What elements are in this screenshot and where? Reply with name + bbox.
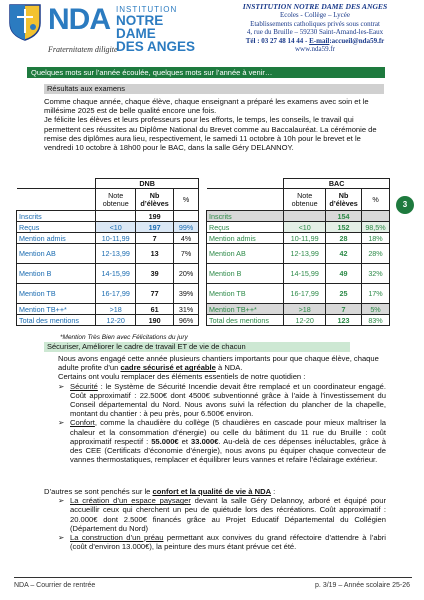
table-row: Mention admis 10-11,99 7 4% [17,233,199,244]
contact-email[interactable]: :accueil@nda59.fr [329,36,385,45]
page-header [0,0,424,60]
secure-paragraph-2: Certains ont voulu remplacer des éléments essentiels de notre quotidien : [58,372,306,382]
table-row: Mention admis 10-11,99 28 18% [207,233,390,244]
table-row: Mention B 14-15,99 49 32% [207,264,390,284]
arrow-bullet-icon: ➢ [58,496,65,506]
table-row: Mention TB 16-17,99 25 17% [207,284,390,304]
list-item: ➢ Sécurité : le Système de Sécurité Incendie devait être remplacé et un coordinateur engagé. Coût approximatif : 22.500€ dont 4500€ subventionné grâce à l’aide à l’investissement du Conseil départemental du Nord. Nous avons suivi la réfection du plancher de la chapelle, montant du chantier : à peu près, pour 6.500€ environ. [58,381,386,419]
table-row: Mention TB 16-17,99 77 39% [17,284,199,304]
section-banner: Quelques mots sur l’année écoulée, quelques mots sur l’année à venir… [27,67,385,78]
bac-results-table [206,178,390,326]
contact-block [215,3,415,53]
contact-line-2: Etablissements catholiques privés sous contrat [250,19,380,28]
bac-header-row [207,189,390,211]
table-row: Inscrits 154 [207,211,390,222]
arrow-bullet-icon: ➢ [58,418,65,428]
footer-divider [14,577,412,578]
results-heading: Résultats aux examens [44,84,384,94]
page-number-badge: 3 [396,196,414,214]
arrow-bullet-icon: ➢ [58,533,65,543]
list-item: ➢ Confort, comme la chaudière du collège (5 chaudières en cascade pour mieux maîtriser la chaleur et la consommation d’énergie) ou celle du bâtiment du 11 rue du Bruille : coût approximatif respectif : 55.000€ et 33.000€. Au-delà de ces dépenses inéluctables, grâce à des CEE (Certificats d’économie d’énergie), nous avons pu équiper chaque convecteur de vannes thermostatiques, remplacer et équilibrer leurs vannes et refaire l’éclairage extérieur. [58,418,387,465]
secure-text [44,354,386,464]
table-row: Mention AB 12-13,99 13 7% [17,244,199,264]
table-row: Mention AB 12-13,99 42 28% [207,244,390,264]
quality-intro: D’autres se sont penchés sur le confort et la qualité de vie à NDA : [44,487,276,496]
results-intro-1: Comme chaque année, chaque élève, chaque enseignant a préparé les examens avec soin et le millésime 2025 est de belle qualité encore une fois. [44,97,369,116]
institution-label: INSTITUTION [116,5,178,14]
dnb-header-row [17,189,199,211]
footer-left: NDA – Courrier de rentrée [14,582,96,589]
table-footnote: *Mention Très Bien avec Félicitations du jury [60,334,188,341]
table-row: Mention TB++* >18 7 5% [207,304,390,315]
bac-col-pct: % [362,189,390,211]
table-row: Reçus <10 197 99% [17,222,199,233]
contact-line-1: Ecoles - Collège – Lycée [280,11,350,20]
footer-page-info: p. 3/19 – Année scolaire 25-26 [315,582,410,589]
bac-col-nb: Nb d’élèves [326,189,362,211]
list-item: ➢ La création d’un espace paysager devant la salle Géry Delannoy, arboré et équipé pour accueillir ceux qui cherchent un peu de quiétude lors des récréations. Coût approximatif : 20.000€ dont 2.500€ financés grâce au Projet Educatif Départemental du Collégien (Département du Nord) [58,496,387,533]
dnb-results-table [16,178,199,326]
table-row: Total des mentions 12-20 190 96% [17,315,199,326]
nda-logo-text: NDA [48,3,110,36]
bac-col-note: Note obtenue [284,189,326,211]
dnb-col-pct: % [174,189,199,211]
dnb-label: Inscrits [17,211,96,222]
institution-line-1: NOTRE DAME [116,13,164,41]
secure-heading: Sécuriser, Améliorer le cadre de travail ET de vie de chacun [44,342,350,352]
contact-website[interactable]: www.nda59.fr [295,45,335,54]
contact-address: 4, rue du Bruille – 59230 Saint-Amand-les-Eaux [246,28,384,37]
dnb-title-row [17,179,199,189]
dnb-col-nb: Nb d’élèves [136,189,174,211]
contact-email-label: E-mail [309,36,330,45]
list-item: ➢ La construction d’un préau permettant aux convives du grand réfectoire d’attendre à l’abri (coût d’environ 13.000€), la peinture des murs étant prévue cet été. [58,533,386,552]
secure-paragraph-1: Nous avons engagé cette année plusieurs chantiers importants pour que chaque élève, chaque adulte profite d’un cadre sécurisé et agréable à NDA. [58,354,379,373]
table-row: Inscrits 199 [17,211,199,222]
contact-title: INSTITUTION NOTRE DAME DES ANGES [242,2,388,11]
contact-phone: Tél : 03 27 48 14 44 - [245,36,308,45]
dnb-title: DNB [96,179,199,189]
table-row: Total des mentions 12-20 123 83% [207,315,390,326]
arrow-bullet-icon: ➢ [58,381,65,391]
institution-name [116,5,206,53]
quality-text [44,487,386,551]
table-row: Reçus <10 152 98,5% [207,222,390,233]
bac-title-row [207,179,390,189]
dnb-col-note: Note obtenue [96,189,136,211]
results-intro-2: Je félicite les élèves et leurs professeurs pour les efforts, le temps, les conseils, le travail qui permettent ces réussites au Diplôme National du Brevet comme au Baccalauréat. La cérémonie de remise des diplômes aura lieu, respectivement, le samedi 11 octobre à 10h pour le brevet et le vendredi 10 octobre à 18h00 pour le BAC, dans la salle Géry DELANNOY. [44,115,377,153]
results-intro [44,97,386,152]
institution-line-2: DES ANGES [116,39,196,54]
table-row: Mention TB++* >18 61 31% [17,304,199,315]
contact-phone-email [215,37,415,45]
motto: Fraternitatem diligite [48,45,118,54]
bac-title: BAC [284,179,390,189]
table-row: Mention B 14-15,99 39 20% [17,264,199,284]
crest-logo-icon [8,3,42,41]
